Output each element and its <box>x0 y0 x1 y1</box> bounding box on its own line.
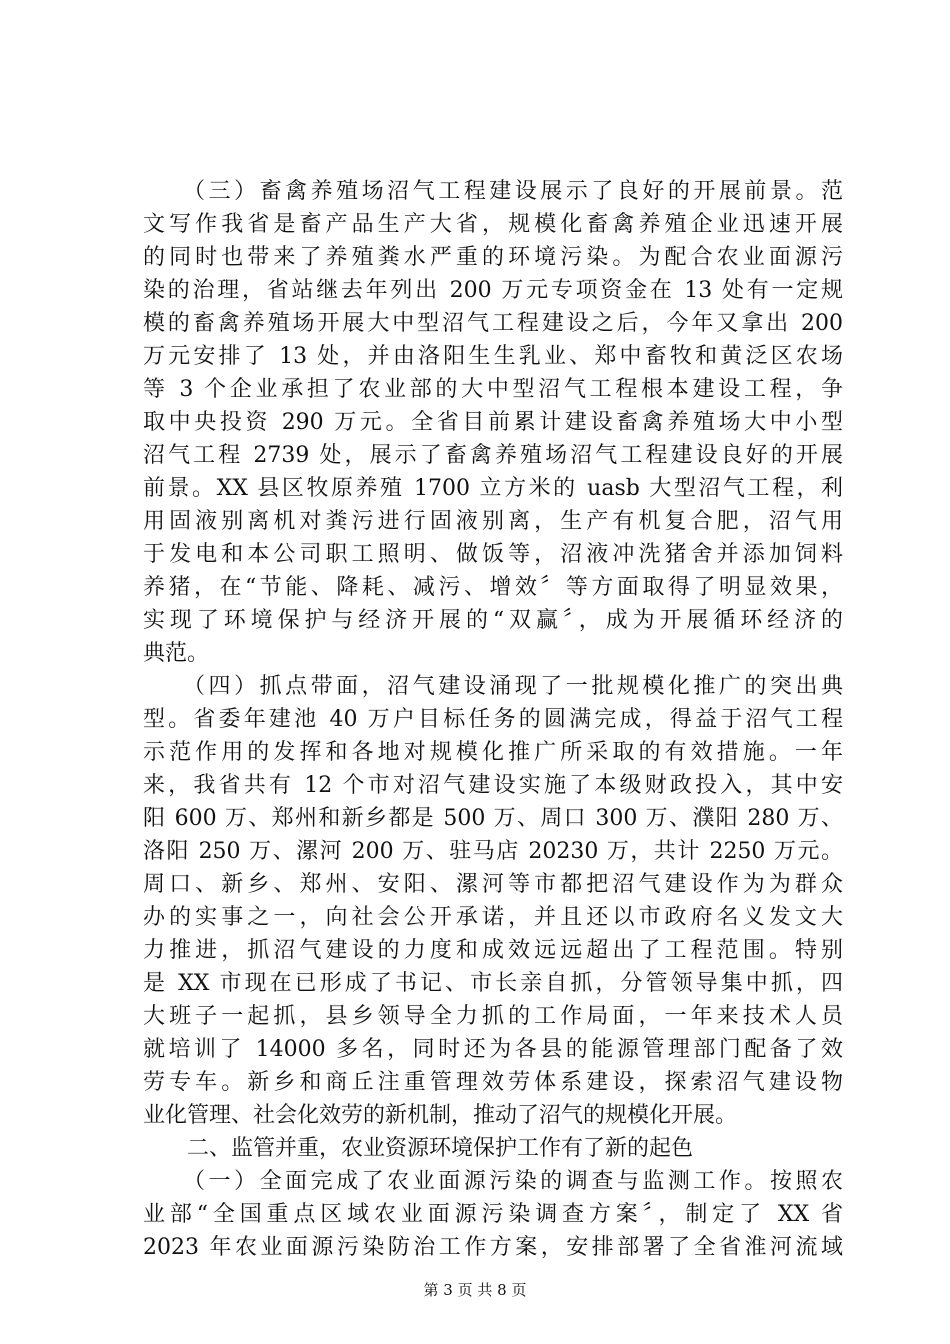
text-line: 来，我省共有 12 个市对沼气建设实施了本级财政投入，其中安 <box>143 773 843 798</box>
text-line: 染的治理，省站继去年列出 200 万元专项资金在 13 处有一定规 <box>143 278 843 303</box>
text-line: 业化管理、社会化效劳的新机制，推动了沼气的规模化开展。 <box>143 1103 738 1128</box>
text-line: 阳 600 万、郑州和新乡都是 500 万、周口 300 万、濮阳 280 万、 <box>143 806 843 831</box>
text-line: 模的畜禽养殖场开展大中型沼气工程建设之后，今年又拿出 200 <box>143 311 843 336</box>
text-line: 等 3 个企业承担了农业部的大中型沼气工程根本建设工程，争 <box>143 377 843 402</box>
text-line: （一）全面完成了农业面源污染的调查与监测工作。按照农 <box>143 1169 843 1194</box>
text-line: 业部“全国重点区域农业面源污染调查方案〞，制定了 XX 省 <box>143 1202 843 1227</box>
text-line: 力推进，抓沼气建设的力度和成效远远超出了工程范围。特别 <box>143 938 843 963</box>
document-body <box>143 175 843 1264</box>
text-line: 的同时也带来了养殖粪水严重的环境污染。为配合农业面源污 <box>143 245 843 270</box>
text-line: 前景。XX 县区牧原养殖 1700 立方米的 uasb 大型沼气工程，利 <box>143 476 843 501</box>
text-line: 洛阳 250 万、漯河 200 万、驻马店 20230 万，共计 2250 万元。 <box>143 839 843 864</box>
text-line: 典范。 <box>143 641 210 666</box>
text-line: 就培训了 14000 多名，同时还为各县的能源管理部门配备了效 <box>143 1037 843 1062</box>
text-line: 文写作我省是畜产品生产大省，规模化畜禽养殖企业迅速开展 <box>143 212 843 237</box>
text-line: 劳专车。新乡和商丘注重管理效劳体系建设，探索沼气建设物 <box>143 1070 843 1095</box>
text-line: 万元安排了 13 处，并由洛阳生生乳业、郑中畜牧和黄泛区农场 <box>143 344 843 369</box>
text-line: （三）畜禽养殖场沼气工程建设展示了良好的开展前景。范 <box>143 179 843 204</box>
text-line: 示范作用的发挥和各地对规模化推广所采取的有效措施。一年 <box>143 740 843 765</box>
text-line: 于发电和本公司职工照明、做饭等，沼液冲洗猪舍并添加饲料 <box>143 542 843 567</box>
text-line: 型。省委年建池 40 万户目标任务的圆满完成，得益于沼气工程 <box>143 707 843 732</box>
text-line: 二、监管并重，农业资源环境保护工作有了新的起色 <box>143 1136 694 1161</box>
text-line: （四）抓点带面，沼气建设涌现了一批规模化推广的突出典 <box>143 674 843 699</box>
text-line: 是 XX 市现在已形成了书记、市长亲自抓，分管领导集中抓，四 <box>143 971 843 996</box>
page-footer: 第 3 页 共 8 页 <box>423 1281 527 1299</box>
text-line: 2023 年农业面源污染防治工作方案，安排部署了全省淮河流域 <box>143 1235 843 1260</box>
text-line: 大班子一起抓，县乡领导全力抓的工作局面，一年来技术人员 <box>143 1004 843 1029</box>
text-line: 养猪，在“节能、降耗、减污、增效〞等方面取得了明显效果， <box>143 575 843 600</box>
text-line: 取中央投资 290 万元。全省目前累计建设畜禽养殖场大中小型 <box>143 410 843 435</box>
text-line: 办的实事之一，向社会公开承诺，并且还以市政府名义发文大 <box>143 905 843 930</box>
text-line: 周口、新乡、郑州、安阳、漯河等市都把沼气建设作为为群众 <box>143 872 843 897</box>
text-line: 实现了环境保护与经济开展的“双赢〞，成为开展循环经济的 <box>143 608 843 633</box>
text-line: 用固液别离机对粪污进行固液别离，生产有机复合肥，沼气用 <box>143 509 843 534</box>
text-line: 沼气工程 2739 处，展示了畜禽养殖场沼气工程建设良好的开展 <box>143 443 843 468</box>
